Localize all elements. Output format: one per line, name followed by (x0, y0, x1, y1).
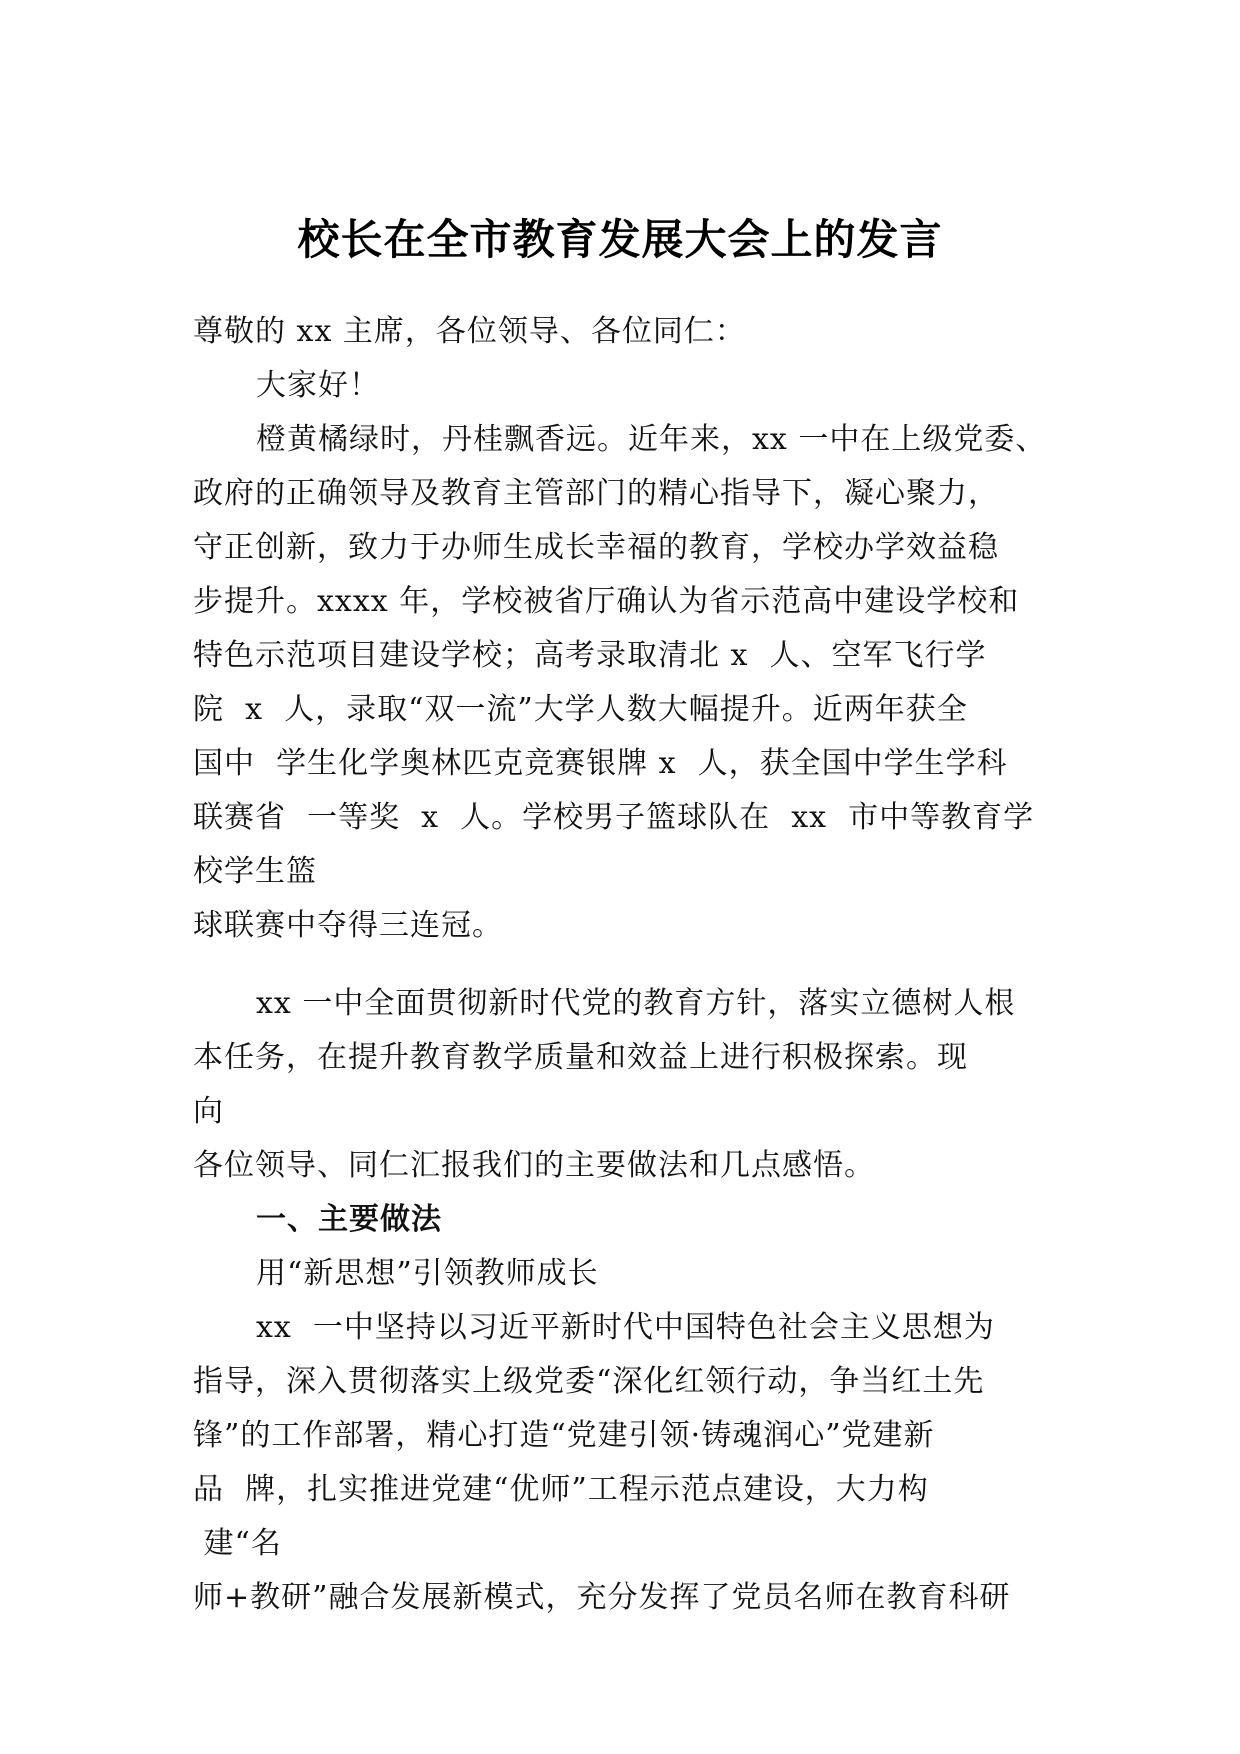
paragraph-3-line-6: 师+教研”融合发展新模式，充分发挥了党员名师在教育科研 (193, 1580, 1011, 1615)
paragraph-1-line-6: 院 x 人，录取“双一流”大学人数大幅提升。近两年获全 (193, 692, 968, 727)
paragraph-3-line-3: 锋”的工作部署，精心打造“党建引领·铸魂润心”党建新 (193, 1418, 935, 1453)
salutation: 尊敬的 xx 主席，各位领导、各位同仁： (193, 314, 746, 349)
document-title: 校长在全市教育发展大会上的发言 (297, 215, 943, 264)
paragraph-1-line-2: 政府的正确领导及教育主管部门的精心指导下，凝心聚力， (193, 476, 999, 511)
paragraph-2-line-1: xx 一中全面贯彻新时代党的教育方针，落实立德树人根 (256, 986, 1016, 1021)
paragraph-1-line-9: 校学生篮 (193, 854, 317, 889)
paragraph-1-line-1: 橙黄橘绿时，丹桂飘香远。近年来，xx 一中在上级党委、 (256, 422, 1047, 457)
paragraph-2-line-2: 本任务，在提升教育教学质量和效益上进行积极探索。现 (193, 1040, 968, 1075)
paragraph-1-line-4: 步提升。xxxx 年，学校被省厅确认为省示范高中建设学校和 (193, 584, 1020, 619)
paragraph-2-line-4: 各位领导、同仁汇报我们的主要做法和几点感悟。 (193, 1148, 875, 1183)
paragraph-1-line-3: 守正创新，致力于办师生成长幸福的教育，学校办学效益稳 (193, 530, 999, 565)
paragraph-2-line-3: 向 (193, 1094, 224, 1129)
paragraph-1-line-5: 特色示范项目建设学校；高考录取清北 x 人、空军飞行学 (193, 638, 987, 673)
paragraph-3-line-1: xx 一中坚持以习近平新时代中国特色社会主义思想为 (256, 1310, 995, 1345)
subheading: 用“新思想”引领教师成长 (256, 1256, 599, 1291)
paragraph-1-line-7: 国中 学生化学奥林匹克竞赛银牌 x 人，获全国中学生学科 (193, 746, 1008, 781)
section-heading: 一、主要做法 (256, 1202, 442, 1237)
greeting: 大家好！ (256, 368, 380, 403)
paragraph-3-line-2: 指导，深入贯彻落实上级党委“深化红领行动，争当红土先 (193, 1364, 985, 1399)
paragraph-3-line-5: 建“名 (193, 1526, 282, 1561)
paragraph-1-line-8: 联赛省 一等奖 x 人。学校男子篮球队在 xx 市中等教育学 (193, 800, 1035, 835)
paragraph-1-line-10: 球联赛中夺得三连冠。 (193, 908, 503, 943)
paragraph-3-line-4: 品 牌，扎实推进党建“优师”工程示范点建设，大力构 (193, 1472, 929, 1507)
